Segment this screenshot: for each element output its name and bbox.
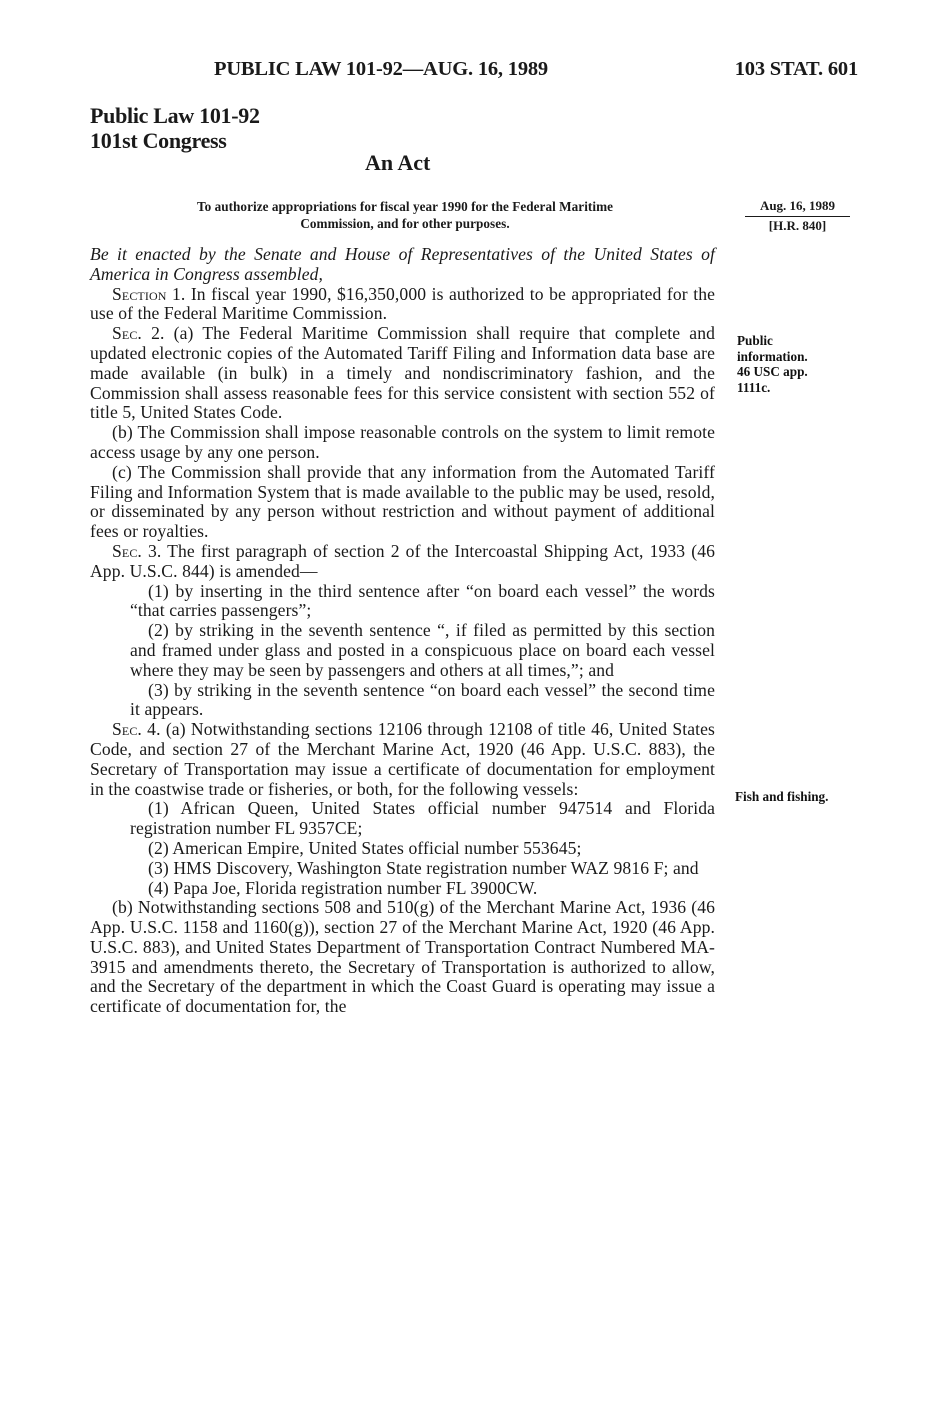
section-3-item-3: (3) by striking in the seventh sentence “on board each vessel” the second time it appears. — [130, 679, 715, 720]
section-2b: (b) The Commission shall impose reasonable controls on the system to limit remote access usage by any one person. — [90, 422, 715, 462]
bill-number: [H.R. 840] — [768, 218, 827, 233]
section-text: (a) The Federal Maritime Commission shall require that complete and updated electronic copies of the Automated Tariff Filing and Information data base are made available (in bulk) in a timely and nondiscriminatory fashion, and the Commission shall assess reasonable fees for this service consistent with section 552 of title 5, United States Code. — [90, 323, 715, 423]
section-text: The first paragraph of section 2 of the Intercoastal Shipping Act, 1933 (46 App. U.S.C. 844) is amended— — [90, 540, 716, 581]
congress-number: 101st Congress — [90, 128, 227, 153]
running-head-title: PUBLIC LAW 101-92—AUG. 16, 1989 — [214, 58, 548, 80]
section-3-item-1: (1) by inserting in the third sentence after “on board each vessel” the words “that carries passengers”; — [130, 580, 715, 621]
enacting-clause: Be it enacted by the Senate and House of Representatives of the United States of America in Congress assembled, — [90, 244, 715, 284]
section-4-vessel-3: (3) HMS Discovery, Washington State registration number WAZ 9816 F; and — [148, 857, 699, 878]
section-text: In fiscal year 1990, $16,350,000 is authorized to be appropriated for the use of the Federal Maritime Commission. — [90, 283, 716, 324]
section-label: Sec. 4. — [112, 719, 161, 740]
margin-note-fish-and-fishing: Fish and fishing. — [735, 789, 829, 804]
public-law-number: Public Law 101-92 — [90, 103, 260, 128]
section-2a — [90, 324, 715, 423]
enactment-date-block — [745, 197, 850, 235]
enactment-date: Aug. 16, 1989 — [745, 197, 850, 217]
section-2c: (c) The Commission shall provide that any information from the Automated Tariff Filing and Information System that is made available to the public may be used, resold, or disseminated by any person without restriction and without payment of additional fees or royalties. — [90, 461, 715, 542]
margin-note-line: information. — [737, 348, 808, 364]
section-4b: (b) Notwithstanding sections 508 and 510(g) of the Merchant Marine Act, 1936 (46 App. U.S.C. 1158 and 1160(g)), section 27 of the Merchant Marine Act, 1920 (46 App. U.S.C. 883), and United States Department of Transportation Contract Numbered MA-3915 and amendments thereto, the Secretary of Transportation is authorized to allow, and the Secretary of the department in which the Coast Guard is operating may issue a certificate of documentation for, the — [90, 897, 715, 1017]
margin-note-line: 46 USC app. — [737, 364, 808, 379]
section-4-vessel-4: (4) Papa Joe, Florida registration number FL 3900CW. — [148, 877, 538, 898]
section-text: (a) Notwithstanding sections 12106 through 12108 of title 46, United States Code, and section 27 of the Merchant Marine Act, 1920 (46 App. U.S.C. 883), the Secretary of Transportation may issue a certificate of documentation for employment in the coastwise trade or fisheries, or both, for the following vessels: — [90, 719, 715, 799]
section-label: Sec. 3. — [112, 540, 162, 561]
section-3 — [90, 542, 715, 582]
margin-note-line: Public — [737, 333, 773, 348]
purpose-statement — [110, 198, 700, 232]
section-4a — [90, 720, 715, 799]
law-body — [90, 245, 715, 1017]
act-heading: An Act — [365, 150, 431, 175]
purpose-line-2: Commission, and for other purposes. — [300, 216, 510, 231]
law-title-block — [90, 103, 260, 153]
section-1 — [90, 285, 715, 325]
section-label: Section 1. — [112, 283, 186, 304]
section-label: Sec. 2. — [112, 323, 165, 344]
section-4-vessel-2: (2) American Empire, United States official number 553645; — [148, 837, 582, 858]
section-3-item-2: (2) by striking in the seventh sentence “, if filed as permitted by this section and framed under glass and posted in a conspicuous place on board each vessel where they may be seen by passengers and others at all times,”; and — [130, 620, 715, 680]
statute-page-number: 103 STAT. 601 — [734, 58, 858, 80]
purpose-line-1: To authorize appropriations for fiscal year 1990 for the Federal Maritime — [196, 199, 614, 214]
margin-note-line: 1111c. — [737, 379, 771, 395]
section-4-vessel-1: (1) African Queen, United States official number 947514 and Florida registration number FL 9357CE; — [130, 798, 715, 839]
margin-note-public-information — [737, 333, 808, 395]
